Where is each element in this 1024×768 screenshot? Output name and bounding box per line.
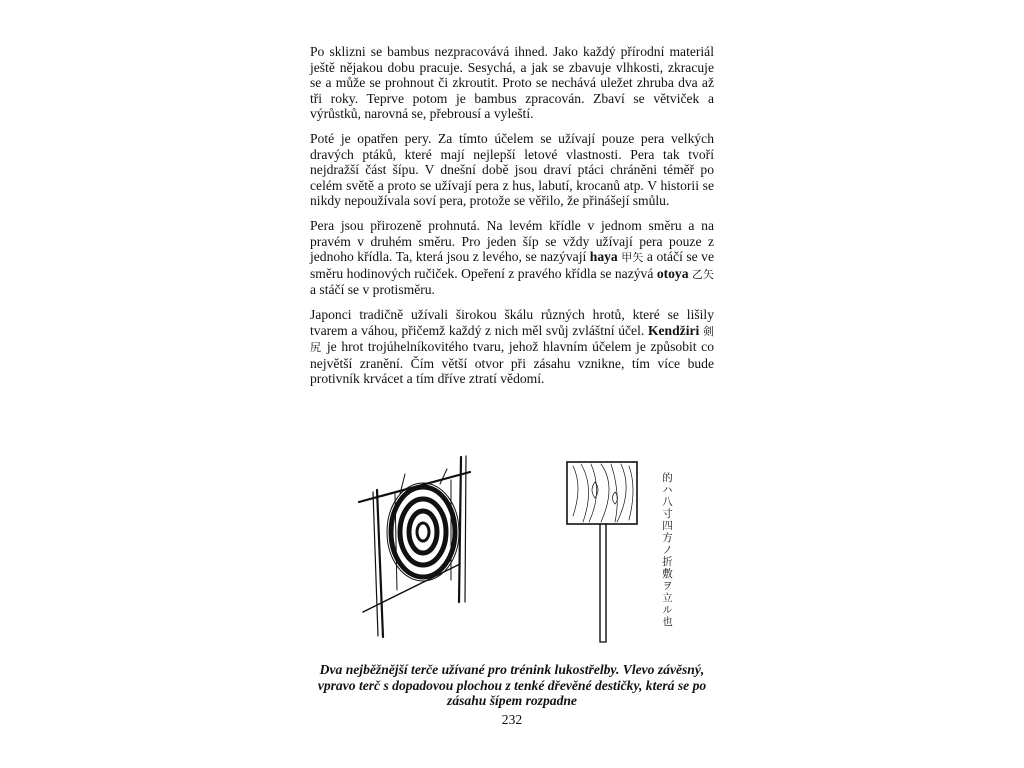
paragraph-3-part-1: Pera jsou přirozeně prohnutá. Na levém křídle v jednom směru a na pravém v druhém směru. Pro jeden šíp se vždy užívají pera pouze z jednoho křídla. Ta, která jsou z levého, se nazývají xyxy=(310,217,714,265)
paragraph-1: Po sklizni se bambus nezpracovává ihned. Jako každý přírodní materiál ještě nějakou dobu pracuje. Sesychá, a jak se zbavuje vlhkosti, zkracuje se a může se prohnout či zkroutit. Proto se nechává uležet zhruba dva až tři roky. Teprve potom je bambus zpracován. Zbaví se větviček a výrůstků, narovná se, přebrousí a vyleští. xyxy=(310,44,714,122)
paragraph-4-part-1: Japonci tradičně užívali širokou škálu různých hrotů, které se lišily tvarem a váhou, přičemž každý z nich měl svůj zvláštní účel. xyxy=(310,306,714,338)
kanji-kendziri: 剣尻 xyxy=(310,324,714,355)
hanging-target-drawing xyxy=(359,456,470,637)
kanji-haya: 甲矢 xyxy=(621,251,644,265)
page-number: 232 xyxy=(501,712,523,727)
paragraph-3 xyxy=(310,218,714,298)
figure-caption: Dva nejběžnější terče užívané pro trénink lukostřelby. Vlevo závěsný, vpravo terč s dopadovou plochou z tenké dřevěné destičky, která se po zásahu šípem rozpadne xyxy=(317,662,707,709)
paragraph-4 xyxy=(310,307,714,387)
paragraph-4-part-2: je hrot trojúhelníkovitého tvaru, jehož hlavním účelem je způsobit co největší zranění. Čím větší otvor při zásahu vznikne, tím více bude protivník krvácet a tím dříve ztratí vědomí. xyxy=(310,339,715,387)
paragraph-3-part-2: a otáčí se ve směru hodinových ručiček. Opeření z pravého křídla se nazývá xyxy=(310,249,715,281)
kanji-otoya: 乙矢 xyxy=(691,267,715,281)
vertical-inscription: 的ハ八寸四方ノ折敷ヲ立ル也 xyxy=(661,472,673,628)
paragraph-3-part-3: a stáčí se v protisměru. xyxy=(310,282,435,298)
term-kendziri: Kendžiri xyxy=(647,322,700,338)
board-target-drawing xyxy=(567,462,637,642)
term-haya: haya xyxy=(589,249,618,265)
paragraph-2: Poté je opatřen pery. Za tímto účelem se užívají pouze pera velkých dravých ptáků, které mají nejlepší letové vlastnosti. Pera tak tvoří nejdražší část šípu. V dnešní době jsou draví ptáci chráněni téměř po celém světě a proto se užívají pera z hus, labutí, krocanů atp. V historii se nikdy nepoužívala soví pera, protože se věřilo, že přinášejí smůlu. xyxy=(310,130,714,209)
term-otoya: otoya xyxy=(656,265,689,281)
targets-illustration xyxy=(355,452,685,647)
body-text xyxy=(310,44,714,396)
